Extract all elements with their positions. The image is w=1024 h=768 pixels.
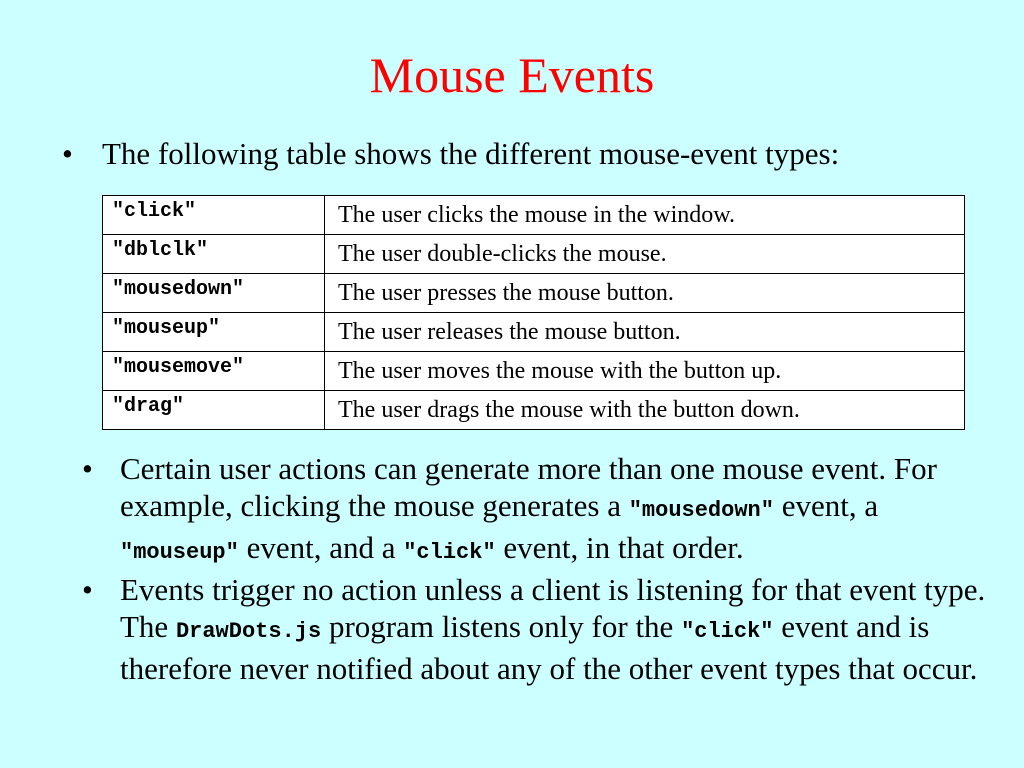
table-row	[103, 352, 965, 391]
event-name: "click"	[103, 196, 325, 235]
mouse-events-table	[102, 195, 965, 430]
event-name: "mouseup"	[103, 313, 325, 352]
intro-text: The following table shows the different mouse-event types:	[102, 136, 840, 171]
bullet-text: Events trigger no action unless a client is listening for that event type. The	[120, 572, 986, 644]
table-row	[103, 313, 965, 352]
event-name: "dblclk"	[103, 235, 325, 274]
table-row	[103, 235, 965, 274]
bullet-text: event, in that order.	[495, 530, 744, 565]
event-description: The user double-clicks the mouse.	[325, 235, 965, 274]
intro-line	[62, 134, 839, 174]
bullet-text: event, and a	[238, 530, 404, 565]
code-mouseup: "mouseup"	[120, 540, 239, 565]
table-row	[103, 391, 965, 430]
code-mousedown: "mousedown"	[628, 498, 774, 523]
slide-title: Mouse Events	[369, 47, 655, 103]
event-description: The user presses the mouse button.	[325, 274, 965, 313]
event-description: The user releases the mouse button.	[325, 313, 965, 352]
event-description: The user moves the mouse with the button up.	[325, 352, 965, 391]
event-description: The user clicks the mouse in the window.	[325, 196, 965, 235]
table-row	[103, 274, 965, 313]
table-row	[103, 196, 965, 235]
bullet-item-listening	[82, 571, 1002, 687]
bullet-list	[82, 450, 1002, 687]
event-name: "mousemove"	[103, 352, 325, 391]
code-click: "click"	[403, 540, 496, 565]
event-description: The user drags the mouse with the button down.	[325, 391, 965, 430]
bullet-text: Certain user actions can generate more than one mouse event. For example, clicking the mouse generates a	[120, 451, 937, 523]
event-name: "mousedown"	[103, 274, 325, 313]
bullet-text: event, a	[773, 488, 879, 523]
event-name: "drag"	[103, 391, 325, 430]
code-drawdots: DrawDots.js	[175, 619, 322, 644]
code-click: "click"	[681, 619, 774, 644]
bullet-text: event and is therefore never notified about any of the other event types that occur.	[120, 609, 978, 686]
bullet-icon: •	[62, 136, 73, 171]
bullet-item-multiple-events	[82, 450, 1002, 571]
bullet-text: program listens only for the	[321, 609, 682, 644]
